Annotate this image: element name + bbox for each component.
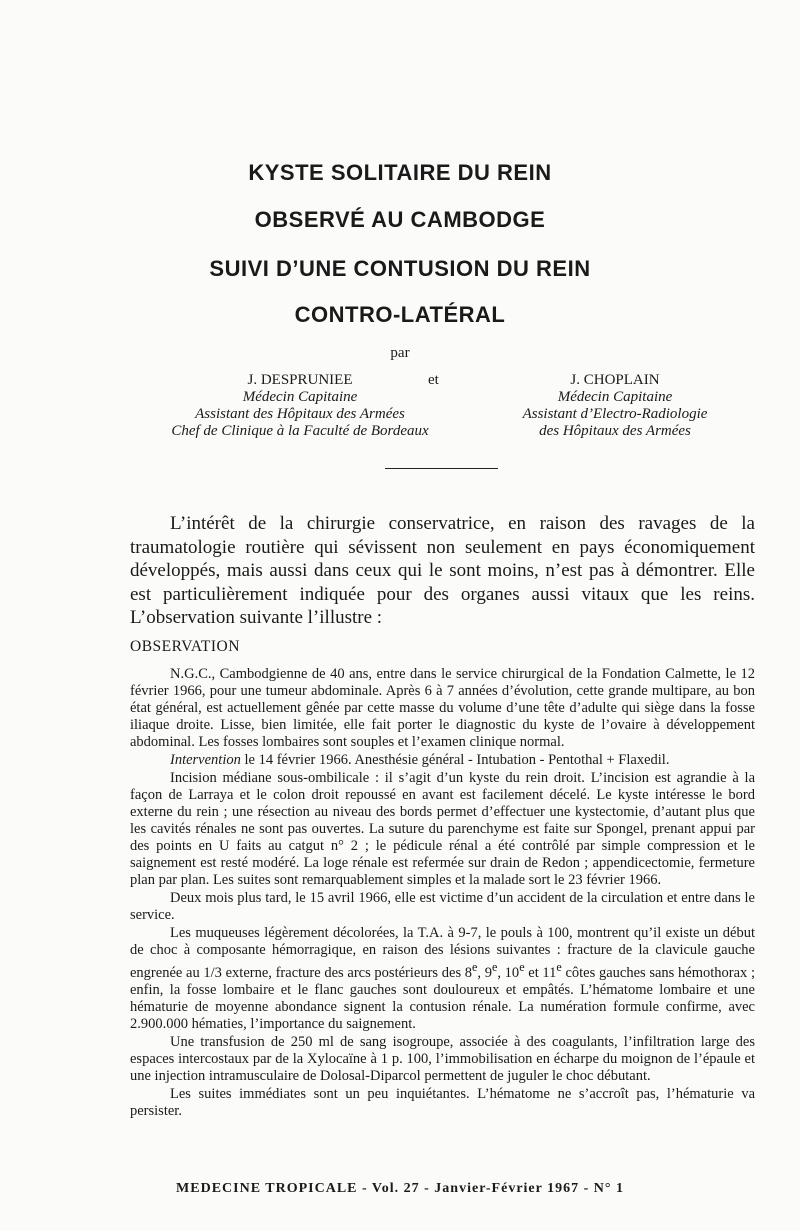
title-line-3: SUIVI D’UNE CONTUSION DU REIN	[209, 256, 591, 281]
superscript-e: e	[519, 960, 525, 974]
journal-footer: MEDECINE TROPICALE - Vol. 27 - Janvier-Février 1967 - N° 1	[176, 1181, 624, 1196]
superscript-e: e	[472, 960, 478, 974]
author-2-name: J. CHOPLAIN	[570, 372, 660, 388]
paragraph-admission: N.G.C., Cambodgienne de 40 ans, entre dans le service chirurgical de la Fondation Calmette, le 12 février 1966, pour une tumeur abdominale. Après 6 à 7 années d’évolution, cette grande multipare, au bon état général, est actuellement gênée par cette masse du volume d’une tête d’adulte qui siège dans la fosse iliaque droite. Lisse, bien limitée, elle fait porter le diagnostic du kyste de l’ovaire à développement abdominal. Les fosses lombaires sont souples et l’examen clinique normal.	[130, 666, 755, 750]
author-2	[480, 372, 750, 440]
intro-paragraph: L’intérêt de la chirurgie conservatrice, en raison des ravages de la traumatologie routière qui sévissent non seulement en pays économiquement développés, mais aussi dans ceux qui le sont moins, n’est pas à démontrer. Elle est particulièrement indiquée pour des organes aussi vitaux que les reins. L’observation suivante l’illustre :	[130, 513, 755, 628]
paragraph-incision: Incision médiane sous-ombilicale : il s’agit d’un kyste du rein droit. L’incision est agrandie à la façon de Larraya et le colon droit repoussé en avant est facilement décelé. Le kyste intéresse le bord externe du rein ; une résection au niveau des bords permet d’effectuer une kystectomie, d’autant plus que les cavités rénales ne sont pas ouvertes. La suture du parenchyme est faite sur Spongel, prenant appui par des points en U faits au catgut n° 2 ; le pédicule rénal a été contrôlé par simple compression et le saignement est resté modéré. La loge rénale est refermée sur drain de Redon ; appendicectomie, fermeture plan par plan. Les suites sont remarquablement simples et la malade sort le 23 février 1966.	[130, 770, 755, 888]
byline-par: par	[390, 345, 410, 361]
lesions-text-a: Les muqueuses légèrement décolorées, la T.A. à 9-7, le pouls à 100, montrent qu’il existe un début de choc à composante hémorragique, en raison des lésions suivantes : fracture de la clavicule gauche engrenée au 1/3 externe, fracture des arcs postérieurs des 8	[130, 925, 755, 981]
lesions-text-d: et 11	[524, 964, 557, 981]
paragraph-treatment: Une transfusion de 250 ml de sang isogroupe, associée à des coagulants, l’infiltration large des espaces intercostaux par de la Xylocaïne à 1 p. 100, l’immobilisation en écharpe du moignon de l’épaule et une injection intramusculaire de Dolosal-Diparcol permettent de juguler le choc débutant.	[130, 1033, 755, 1084]
title-line-4: CONTRO-LATÉRAL	[294, 302, 506, 327]
lesions-text-b: , 9	[477, 964, 492, 981]
author-2-role: Assistant d’Electro-Radiologie	[522, 406, 708, 422]
author-1-name: J. DESPRUNIEE	[247, 372, 353, 388]
paragraph-followup: Les suites immédiates sont un peu inquiétantes. L’hématome ne s’accroît pas, l’hématurie va persister.	[130, 1085, 755, 1119]
superscript-e: e	[491, 960, 498, 974]
author-2-rank: Médecin Capitaine	[557, 389, 673, 405]
paragraph-lesions	[130, 925, 755, 1033]
separator-rule	[385, 468, 498, 469]
title-line-2: OBSERVÉ AU CAMBODGE	[254, 207, 546, 232]
lesions-text-c: , 10	[497, 964, 520, 981]
author-1-rank: Médecin Capitaine	[242, 389, 358, 405]
intervention-text: le 14 février 1966. Anesthésie général - Intubation - Pentothal + Flaxedil.	[240, 752, 670, 768]
author-2-affiliation: des Hôpitaux des Armées	[539, 423, 691, 439]
superscript-e: e	[556, 960, 562, 974]
intervention-label: Intervention	[170, 752, 241, 768]
byline-et: et	[428, 372, 439, 388]
author-1-affiliation: Chef de Clinique à la Faculté de Bordeaux	[171, 423, 429, 439]
title-line-1: KYSTE SOLITAIRE DU REIN	[248, 160, 552, 185]
paragraph-intervention	[130, 752, 755, 769]
observation-body	[130, 666, 755, 1121]
author-1	[140, 372, 460, 440]
section-heading: OBSERVATION	[130, 638, 240, 655]
lesions-text-e: côtes gauches sans hémothorax ; enfin, la fosse lombaire et le flanc gauches sont douloureux et empâtés. L’hématome lombaire et une hématurie de moyenne abondance signent la contusion rénale. La numération formule confirme, avec 2.900.000 hématies, l’importance du saignement.	[130, 964, 755, 1032]
author-1-role: Assistant des Hôpitaux des Armées	[195, 406, 405, 422]
paragraph-accident: Deux mois plus tard, le 15 avril 1966, elle est victime d’un accident de la circulation et entre dans le service.	[130, 890, 755, 923]
